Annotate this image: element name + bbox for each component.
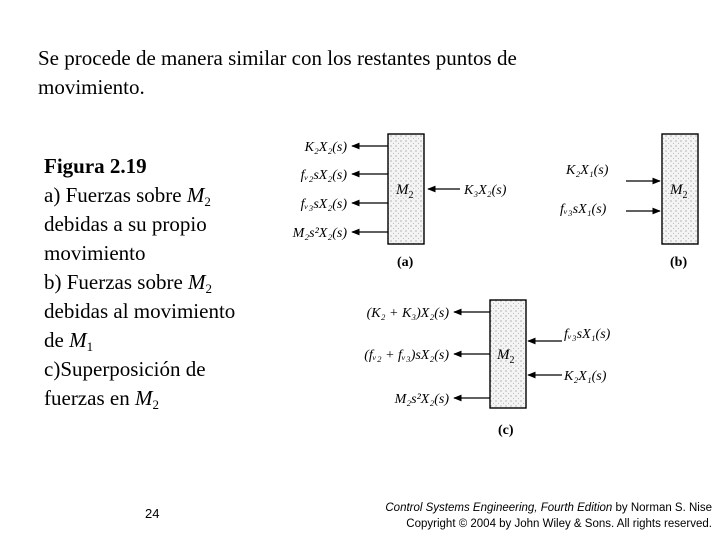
caption-c-line-1: c)Superposición de [44,357,206,381]
caption-a-line-3: movimiento [44,241,146,265]
intro-line-2: movimiento. [38,75,145,99]
mass-label-c: $M_2$ [497,347,515,366]
caption-c-text: fuerzas en [44,386,135,410]
caption-c-mass: M [134,386,153,410]
force-label-b-2: fᵥ₃sX₁(s) [560,202,607,217]
book-title: Control Systems Engineering, Fourth Edition [385,502,613,514]
force-label-a-5: K₃X₂(s) [464,183,507,198]
force-label-b-1: K₂X₁(s) [566,163,609,178]
panel-label-c: (c) [498,423,514,438]
force-label-a-2: fᵥ₂sX₂(s) [300,168,347,183]
caption-b-mass-2: M [69,328,87,352]
caption-c-sub: 2 [152,397,159,412]
caption-a-line-2: debidas a su propio [44,212,207,236]
caption-title: Figura 2.19 [44,154,147,178]
caption-a-mass: M [186,183,205,207]
caption-a-text: a) Fuerzas sobre [44,183,187,207]
force-label-c-5: K₂X₁(s) [564,369,607,384]
caption-b-text: b) Fuerzas sobre [44,270,189,294]
caption-b-mass: M [188,270,206,294]
force-label-c-3: M₂s²X₂(s) [394,392,449,407]
mass-label-b: $M_2$ [670,182,688,201]
force-label-c-1: (K₂ + K₃)X₂(s) [366,306,449,321]
force-label-a-4: M₂s²X₂(s) [292,226,347,241]
copyright-line: Copyright © 2004 by John Wiley & Sons. All rights reserved. [406,518,712,530]
mass-label-a: $M_2$ [396,182,414,201]
intro-line-1: Se procede de manera similar con los restantes puntos de [38,46,517,70]
force-label-c-4: fᵥ₃sX₁(s) [564,327,611,342]
force-label-a-1: K₂X₂(s) [304,140,347,155]
caption-b-line-2: debidas al movimiento [44,299,236,323]
panel-c [364,300,610,438]
caption-b-sub-2: 1 [86,339,94,354]
panel-label-a: (a) [397,255,414,270]
book-credit [385,500,712,532]
force-label-c-2: (fᵥ₂ + fᵥ₃)sX₂(s) [364,348,449,363]
force-label-a-3: fᵥ₃sX₂(s) [300,197,347,212]
credit-line-1 [385,500,712,516]
panel-a [292,134,507,270]
caption-a-sub: 2 [204,194,211,209]
page-number: 24 [145,506,160,521]
book-author: by Norman S. Nise [612,502,712,514]
caption-b-sub: 2 [205,281,213,296]
caption-b-text-2: de [44,328,70,352]
panel-b [560,134,698,270]
panel-label-b: (b) [670,255,688,270]
